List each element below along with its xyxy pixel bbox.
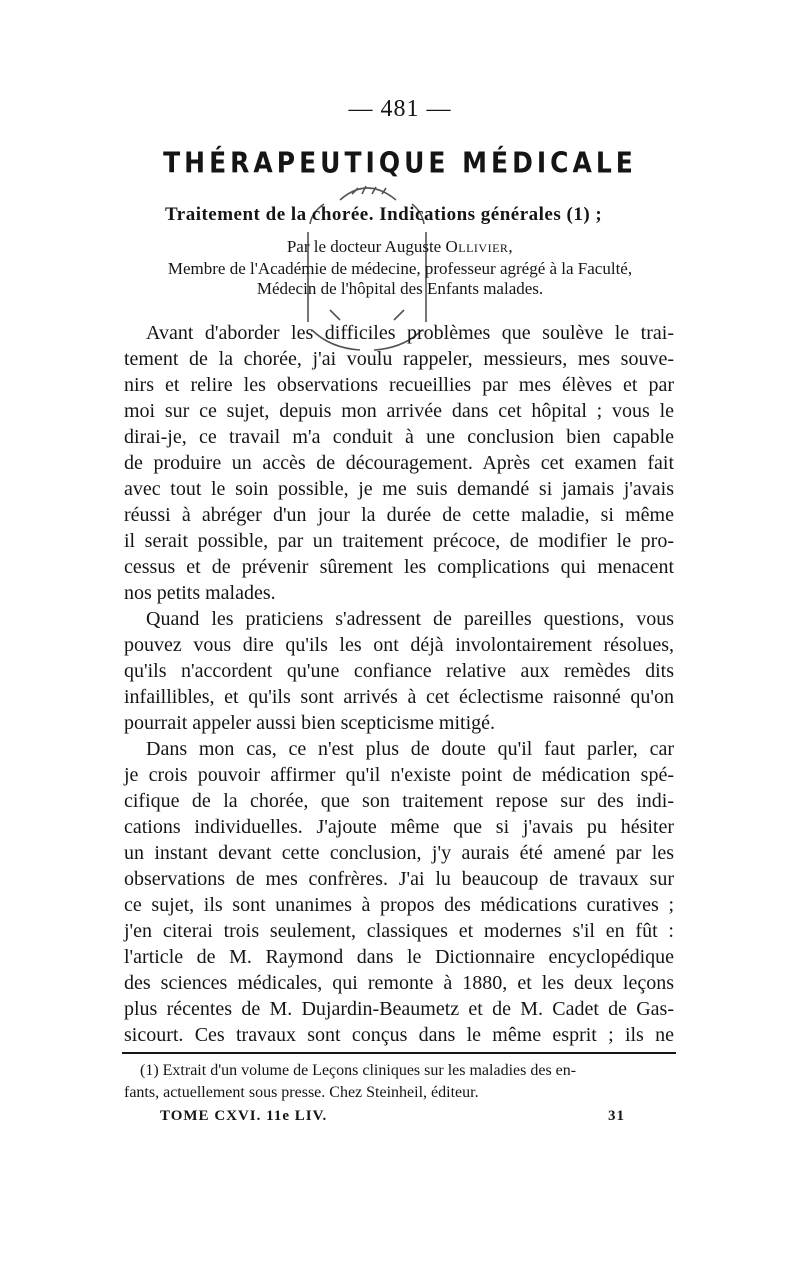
body-line: cifique de la chorée, que son traitement repose sur des indi- [124,790,674,812]
body-line: Avant d'aborder les difficiles problèmes que soulève le trai- [146,322,674,344]
body-line: observations de mes confrères. J'ai lu beaucoup de travaux sur [124,868,674,890]
signature-volume: TOME CXVI. 11e LIV. [160,1108,328,1124]
body-line: dirai-je, ce travail m'a conduit à une conclusion bien capable [124,426,674,448]
section-title: THÉRAPEUTIQUE MÉDICALE [163,145,637,180]
body-line: de produire un accès de découragement. Après cet examen fait [124,452,674,474]
body-line: l'article de M. Raymond dans le Dictionnaire encyclopédique [124,946,674,968]
article-heading: Traitement de la chorée. Indications générales (1) ; [165,204,603,225]
signature-number: 31 [608,1108,625,1124]
body-line: Quand les praticiens s'adressent de pareilles questions, vous [146,608,674,630]
author-name: Ollivier, [445,237,514,256]
body-line: je crois pouvoir affirmer qu'il n'existe point de médication spé- [124,764,674,786]
body-line: sicourt. Ces travaux sont conçus dans le même esprit ; ils ne [124,1024,674,1046]
page-number: — 481 — [348,96,452,122]
byline-hospital: Médecin de l'hôpital des Enfants malades. [256,279,544,298]
body-line: ce sujet, ils sont unanimes à propos des médications curatives ; [124,894,674,916]
footnote-rule [122,1052,676,1054]
body-line: j'en citerai trois seulement, classiques et modernes s'il en fût : [124,920,674,942]
body-line: qu'ils n'accordent qu'une confiance relative aux remèdes dits [124,660,674,682]
body-line: un instant devant cette conclusion, j'y aurais été amené par les [124,842,674,864]
body-line: il serait possible, par un traitement précoce, de modifier le pro- [124,530,674,552]
byline-prefix: Par le docteur Auguste [286,237,446,256]
body-line: plus récentes de M. Dujardin-Beaumetz et de M. Cadet de Gas- [124,998,674,1020]
body-line: pouvez vous dire qu'ils les ont déjà involontairement résolues, [124,634,674,656]
body-line: nirs et relire les observations recueillies par mes élèves et par [124,374,674,396]
body-line: pourrait appeler aussi bien scepticisme mitigé. [124,712,495,734]
body-line: Dans mon cas, ce n'est plus de doute qu'il faut parler, car [146,738,674,760]
byline-affiliation: Membre de l'Académie de médecine, professeur agrégé à la Faculté, [167,259,633,278]
body-line: tement de la chorée, j'ai voulu rappeler, messieurs, mes souve- [124,348,674,370]
body-line: moi sur ce sujet, depuis mon arrivée dans cet hôpital ; vous le [124,400,674,422]
body-line: infaillibles, et qu'ils sont arrivés à cet éclectisme raisonné qu'on [124,686,674,708]
body-line: nos petits malades. [124,582,276,604]
body-line: cations individuelles. J'ajoute même que si j'avais pu hésiter [124,816,674,838]
body-line: des sciences médicales, qui remonte à 1880, et les deux leçons [124,972,674,994]
byline-author [0,237,800,257]
body-line: réussi à abréger d'un jour la durée de cette maladie, si même [124,504,674,526]
footnote-line: (1) Extrait d'un volume de Leçons cliniques sur les maladies des en- [140,1062,577,1079]
body-line: cessus et de prévenir sûrement les complications qui menacent [124,556,674,578]
footnote-line: fants, actuellement sous presse. Chez Steinheil, éditeur. [124,1084,479,1101]
body-line: avec tout le soin possible, je me suis demandé si jamais j'avais [124,478,674,500]
